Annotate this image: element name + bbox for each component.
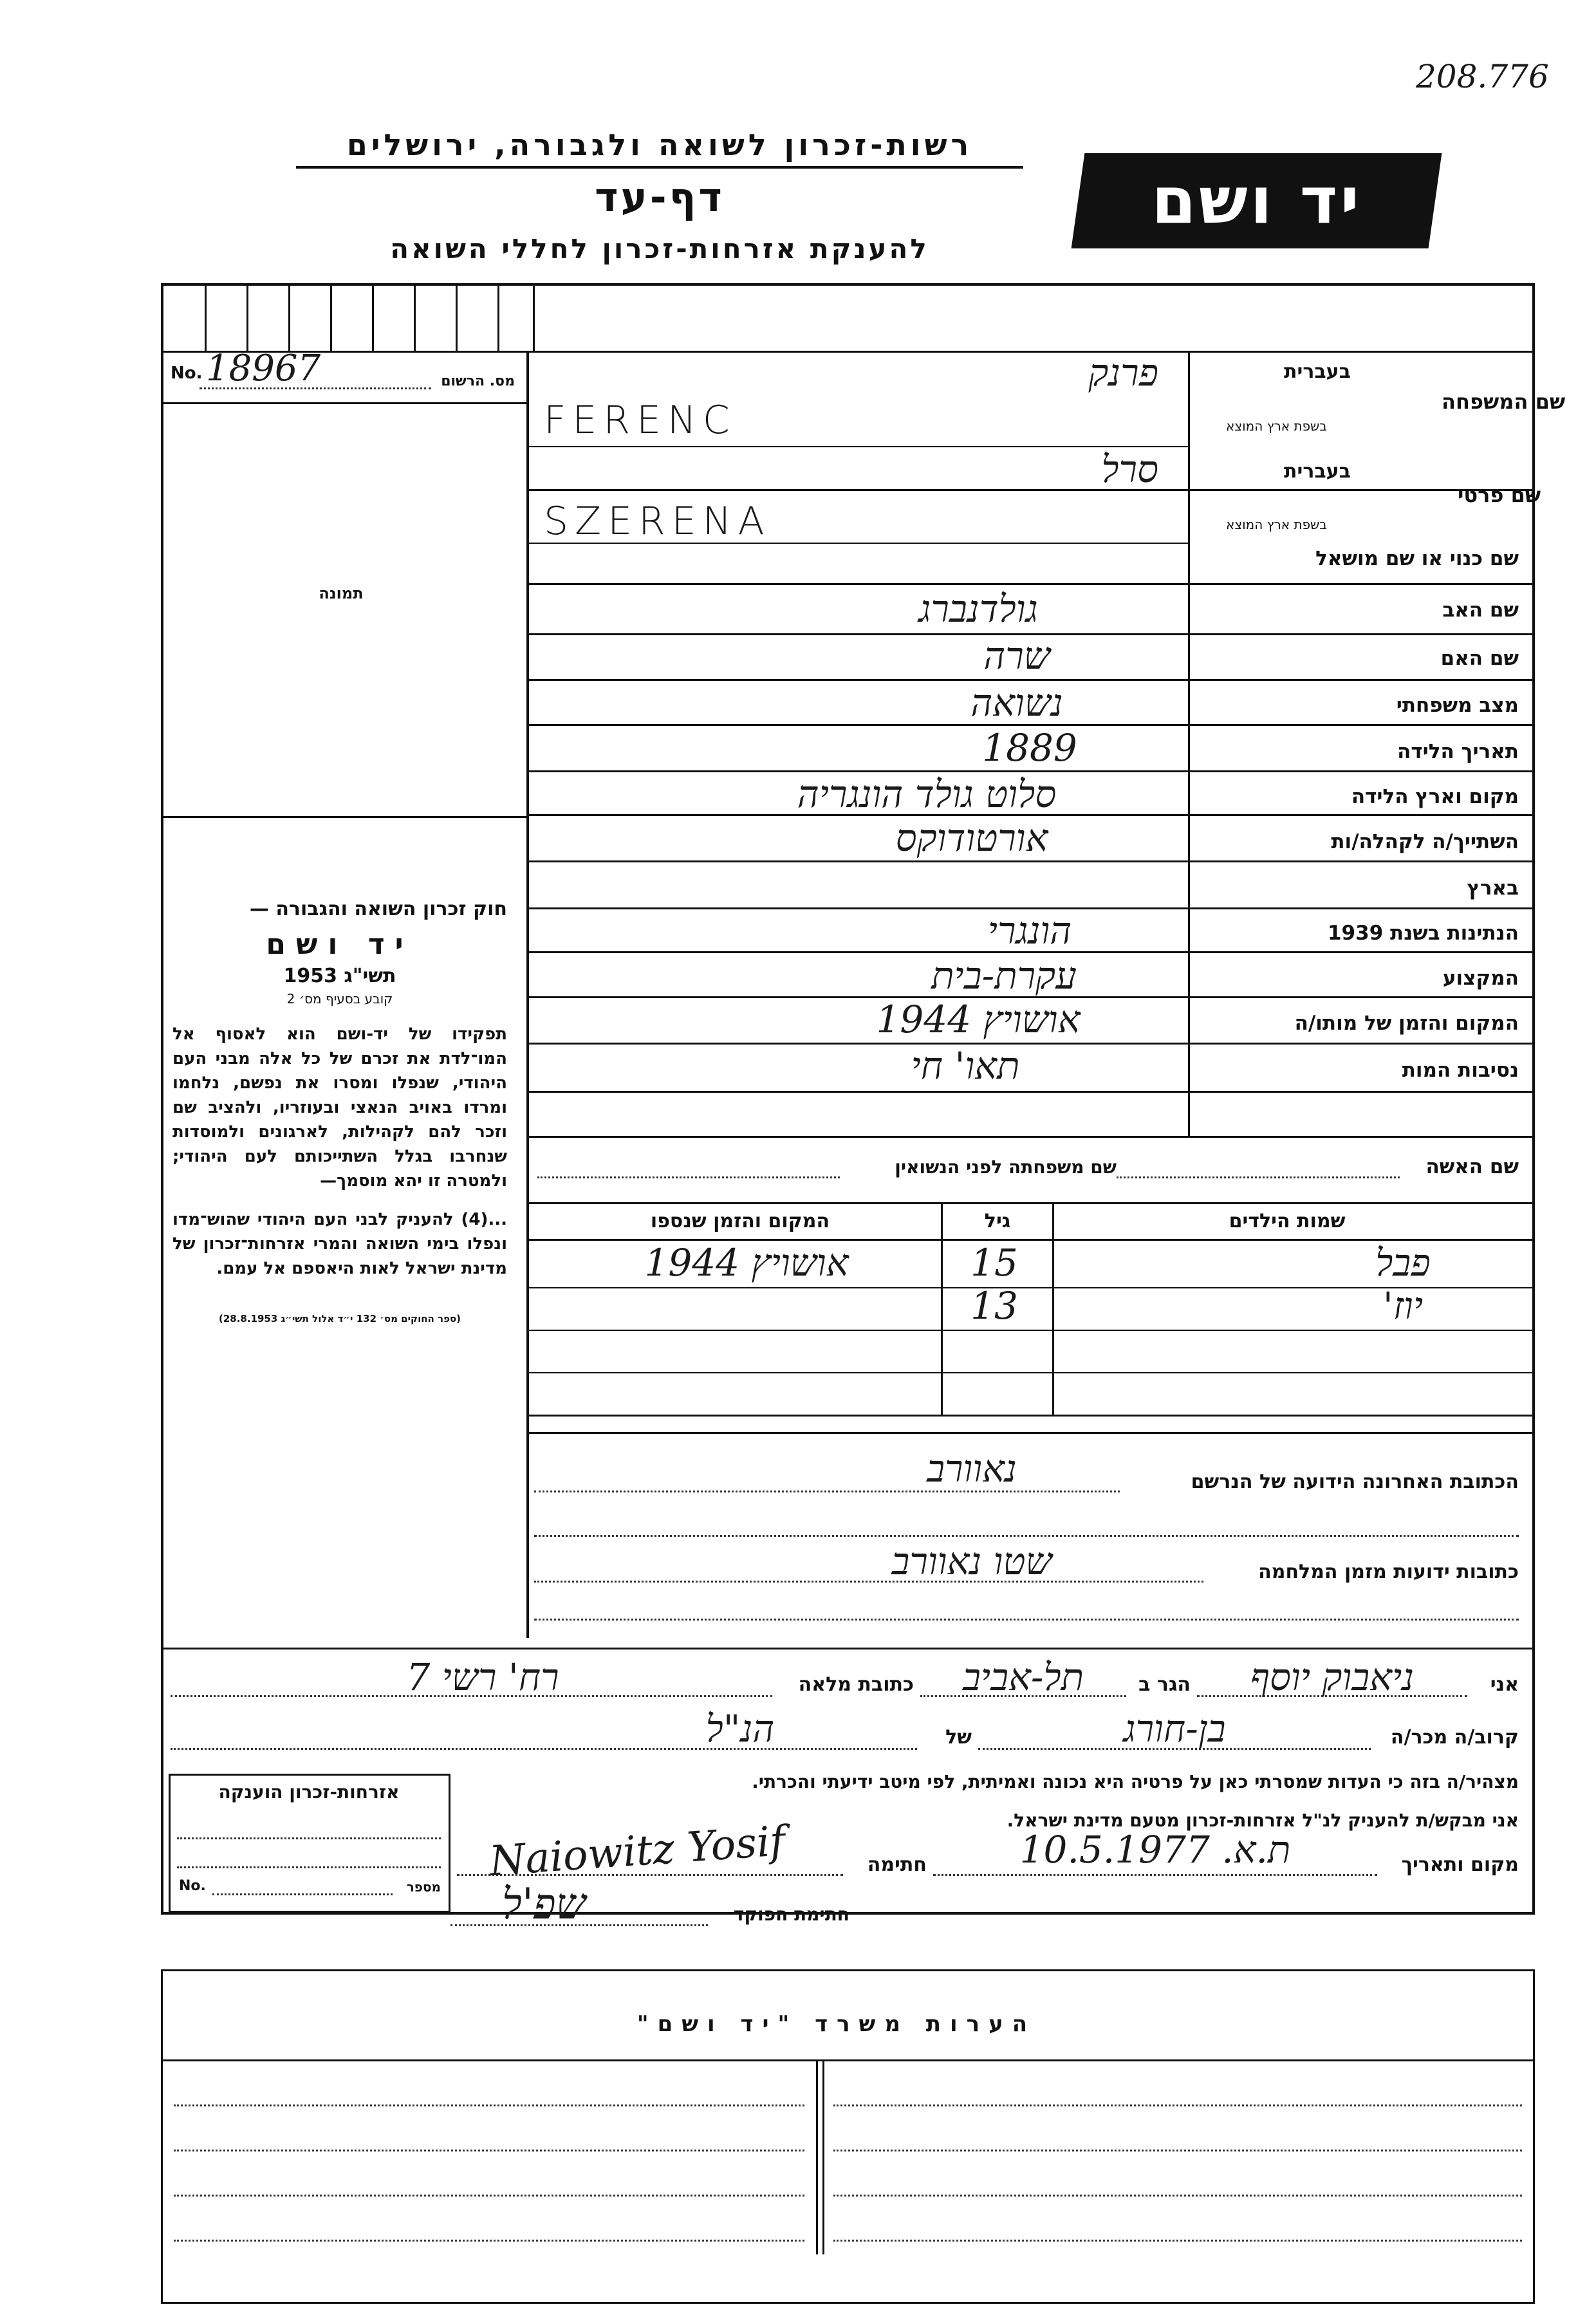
declarant-of[interactable]: הנ"ל (705, 1707, 775, 1751)
declarant-address[interactable]: רח' רשי 7 (406, 1655, 559, 1699)
maiden-label: שם משפחתה לפני הנשואין (895, 1157, 1117, 1178)
relation-label: קרוב/ה מכר/ה (1390, 1726, 1519, 1749)
of-label: של (945, 1726, 972, 1749)
family-label: שם המשפחה (1442, 389, 1566, 414)
birthplace-value[interactable]: סלוט גולד הונגריה (797, 772, 1057, 816)
reg-label: מס. הרשום (441, 373, 515, 389)
first-orig-value[interactable]: SZERENA (544, 499, 771, 544)
declarant-city[interactable]: תל-אביב (962, 1655, 1084, 1699)
officer-signature[interactable]: שפ'ל (502, 1879, 586, 1929)
office-remarks-title: הערות משרד "יד ושם" (636, 2011, 1037, 2037)
signature-label: חתימה (867, 1853, 927, 1876)
marital-label: מצב משפחתי (1396, 694, 1519, 717)
father-value[interactable]: גולדנברג (918, 587, 1038, 631)
place-date-label: מקום ותאריך (1401, 1853, 1519, 1876)
child-2-name[interactable]: יוז' (1382, 1284, 1424, 1328)
first-label: שם פרטי (1458, 483, 1541, 507)
cause-label: נסיבות המות (1402, 1059, 1519, 1082)
law-text (172, 898, 507, 1324)
first-orig-sublabel: בשפת ארץ המוצא (1226, 517, 1327, 532)
place-date-value[interactable]: ת.א. 10.5.1977 (1019, 1828, 1291, 1872)
community-value[interactable]: אורטודוקס (895, 816, 1048, 860)
father-label: שם האב (1442, 599, 1519, 622)
profession-value[interactable]: עקרת-בית (931, 954, 1077, 998)
law-name: יד ושם (266, 928, 414, 961)
statement-truth: מצהיר/ה בזה כי העדות שמסרתי כאן על פרטיה היא נכונה ואמיתית, לפי מיטב ידיעתי והכרתי. (752, 1771, 1519, 1792)
child-1-place[interactable]: אושויץ 1944 (644, 1241, 849, 1285)
law-para1: תפקידו של יד-ושם הוא לאסוף אל המו־לדת את זכרם של כל אלה מבני העם היהודי, שנפלו ומסרו את נפשם, נלחמו ומרדו באויב הנאצי ובעוזריו, ולהציב שם וזכר להם לקהילות, לארגונים ולמוסדות שנחרבו בגלל השתייכותם לעם היהודי; ולמטרה זו יהא מוסמך— (172, 1025, 507, 1191)
law-clause: קובע בסעיף מס׳ 2 (286, 991, 393, 1007)
children-names-header: שמות הילדים (1229, 1210, 1346, 1232)
family-orig-sublabel: בשפת ארץ המוצא (1226, 418, 1327, 434)
war-address-label: כתובות ידועות מזמן המלחמה (1258, 1561, 1519, 1583)
address-label: כתובת מלאה (798, 1673, 914, 1696)
profession-label: המקצוע (1442, 967, 1519, 990)
nickname-label: שם כנוי או שם מושאל (1315, 547, 1519, 570)
law-title: חוק זכרון השואה והגבורה — (249, 898, 507, 920)
resides-label: הגר ב (1138, 1673, 1191, 1696)
law-footnote: (ספר החוקים מס׳ 132 י״ד אלול תשי״ג 28.8.1953) (218, 1313, 461, 1324)
reg-no-prefix: No. (171, 364, 203, 383)
child-1-name[interactable]: פבל (1375, 1241, 1431, 1285)
yad-vashem-logo (1072, 153, 1442, 248)
declarant-name[interactable]: ניאבוק יוסף (1250, 1655, 1415, 1699)
citizenship-box-no-label: מספר (406, 1879, 441, 1895)
authority-underline (296, 166, 1023, 169)
reg-number: 18967 (206, 348, 321, 389)
mother-value[interactable]: שרה (983, 634, 1050, 678)
form-subtitle: להענקת אזרחות-זכרון לחללי השואה (390, 233, 929, 265)
first-heb-sublabel: בעברית (1284, 460, 1351, 483)
marital-value[interactable]: נשואה (970, 681, 1063, 725)
children-age-header: גיל (984, 1210, 1011, 1232)
officer-sig-label: חתימת הפוקד (733, 1904, 849, 1925)
law-para2: ...(4) להעניק לבני העם היהודי שהוש־מדו ונפלו בימי השואה והמרי אזרחות־זכרון של מדינת ישראל לאות היאספם אל עמם. (172, 1210, 507, 1278)
death-label: המקום והזמן של מותו/ה (1294, 1012, 1519, 1035)
citizenship-box-title: אזרחות-זכרון הוענקה (218, 1781, 400, 1803)
birthplace-label: מקום וארץ הלידה (1351, 785, 1519, 808)
country-label: בארץ (1467, 877, 1519, 900)
citizenship-value[interactable]: הונגרי (987, 909, 1072, 952)
birthdate-value[interactable]: 1889 (982, 726, 1077, 770)
last-address-value[interactable]: נאוורב (927, 1447, 1017, 1491)
mother-label: שם האם (1440, 647, 1519, 670)
first-heb-value[interactable]: סרל (1101, 447, 1158, 491)
form-title: דף-עד (595, 174, 725, 221)
declarant-signature[interactable]: Naiowitz Yosif (487, 1817, 787, 1886)
statement-request: אני מבקש/ת להעניק לנ"ל אזרחות-זכרון מטעם מדינת ישראל. (1007, 1810, 1519, 1831)
cause-value[interactable]: תאו' חי (911, 1044, 1020, 1088)
archive-number: 208.776 (1416, 58, 1549, 95)
wife-label: שם האשה (1425, 1155, 1519, 1178)
citizenship-label: הנתינות בשנת 1939 (1327, 922, 1519, 945)
authority-title: רשות-זכרון לשואה ולגבורה, ירושלים (346, 127, 973, 162)
law-year: תשי"ג 1953 (283, 965, 396, 987)
declarant-i-label: אני (1490, 1673, 1519, 1696)
community-label: השתייך/ה לקהלה/ות (1331, 830, 1519, 853)
children-place-header: המקום והזמן שנספו (650, 1210, 830, 1232)
war-address-value[interactable]: שטו נאוורב (891, 1539, 1052, 1583)
child-1-age[interactable]: 15 (970, 1241, 1018, 1285)
birthdate-label: תאריך הלידה (1397, 740, 1519, 763)
family-heb-sublabel: בעברית (1284, 360, 1351, 383)
child-2-age[interactable]: 13 (970, 1284, 1018, 1328)
logo-text: יד ושם (1151, 163, 1362, 238)
last-address-label: הכתובת האחרונה הידועה של הנרשם (1191, 1471, 1519, 1493)
death-value[interactable]: אושויץ 1944 (876, 998, 1081, 1041)
family-orig-value[interactable]: FERENC (544, 398, 736, 443)
family-heb-value[interactable]: פרנק (1088, 351, 1158, 395)
photo-label: תמונה (319, 584, 364, 602)
citizenship-box-no-prefix: No. (179, 1878, 206, 1894)
declarant-relation[interactable]: בן-חורג (1123, 1707, 1226, 1751)
